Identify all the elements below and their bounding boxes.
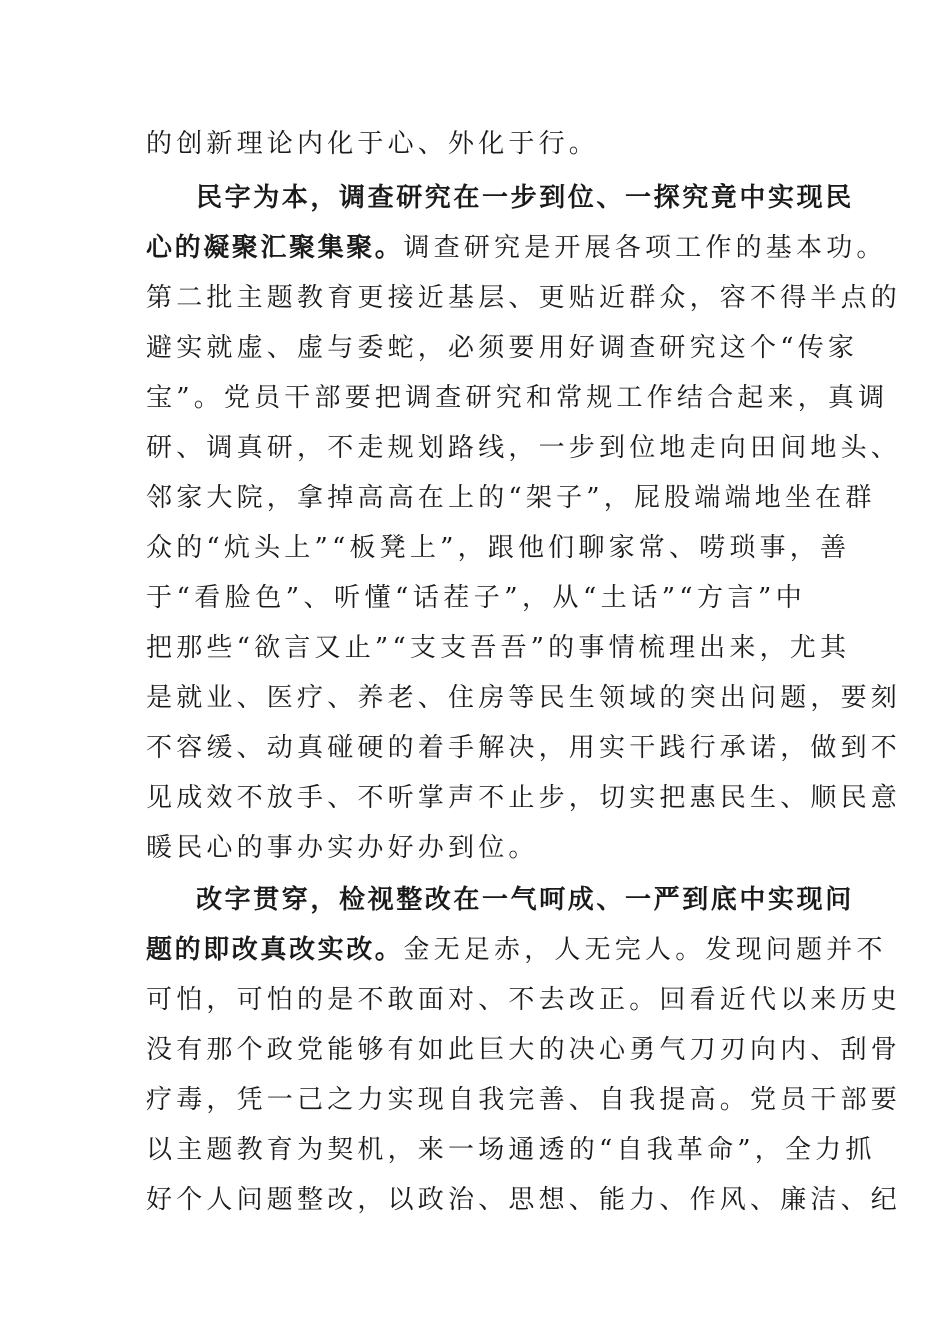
text-line: 避实就虚、虚与委蛇，必须要用好调查研究这个“传家: [146, 333, 859, 363]
section-heading-tail: 题的即改真改实改。: [146, 935, 404, 965]
text-line: 第二批主题教育更接近基层、更贴近群众，容不得半点的: [146, 283, 902, 313]
text-line: 研、调真研，不走规划路线，一步到位地走向田间地头、: [146, 433, 902, 463]
text-line: 好个人问题整改，以政治、思想、能力、作风、廉洁、纪: [146, 1185, 902, 1215]
text-line: 是就业、医疗、养老、住房等民生领域的突出问题，要刻: [146, 683, 902, 713]
text-line: 见成效不放手、不听掌声不止步，切实把惠民生、顺民意: [146, 783, 902, 813]
text-line: 宝”。党员干部要把调查研究和常规工作结合起来，真调: [146, 383, 889, 413]
section-heading-tail: 心的凝聚汇聚集聚。: [146, 233, 404, 263]
text-line: 可怕，可怕的是不敢面对、不去改正。回看近代以来历史: [146, 985, 902, 1015]
text-line: 没有那个政党能够有如此巨大的决心勇气刀刃向内、刮骨: [146, 1035, 902, 1065]
text-line: 于“看脸色”、听懂“话茬子”，从“土话”“方言”中: [146, 583, 806, 613]
text-line: [146, 932, 887, 968]
text-line: 以主题教育为契机，来一场通透的“自我革命”，全力抓: [146, 1135, 876, 1165]
text-line: 的创新理论内化于心、外化于行。: [146, 129, 600, 159]
text-line: 邻家大院，拿掉高高在上的“架子”，屁股端端地坐在群: [146, 483, 876, 513]
text-span: 金无足赤，人无完人。发现问题并不: [403, 935, 887, 965]
section-heading-line: 改字贯穿，检视整改在一气呵成、一严到底中实现问: [196, 885, 854, 915]
text-span: 调查研究是开展各项工作的基本功。: [403, 233, 887, 263]
text-line: 疗毒，凭一己之力实现自我完善、自我提高。党员干部要: [146, 1085, 902, 1115]
text-line: 不容缓、动真碰硬的着手解决，用实干践行承诺，做到不: [146, 733, 902, 763]
text-line: 把那些“欲言又止”“支支吾吾”的事情梳理出来，尤其: [146, 633, 851, 663]
text-line: 众的“炕头上”“板凳上”，跟他们聊家常、唠琐事，善: [146, 533, 851, 563]
text-line: [146, 230, 887, 266]
text-line: 暖民心的事办实办好办到位。: [146, 833, 539, 863]
section-heading-line: 民字为本，调查研究在一步到位、一探究竟中实现民: [196, 183, 854, 213]
